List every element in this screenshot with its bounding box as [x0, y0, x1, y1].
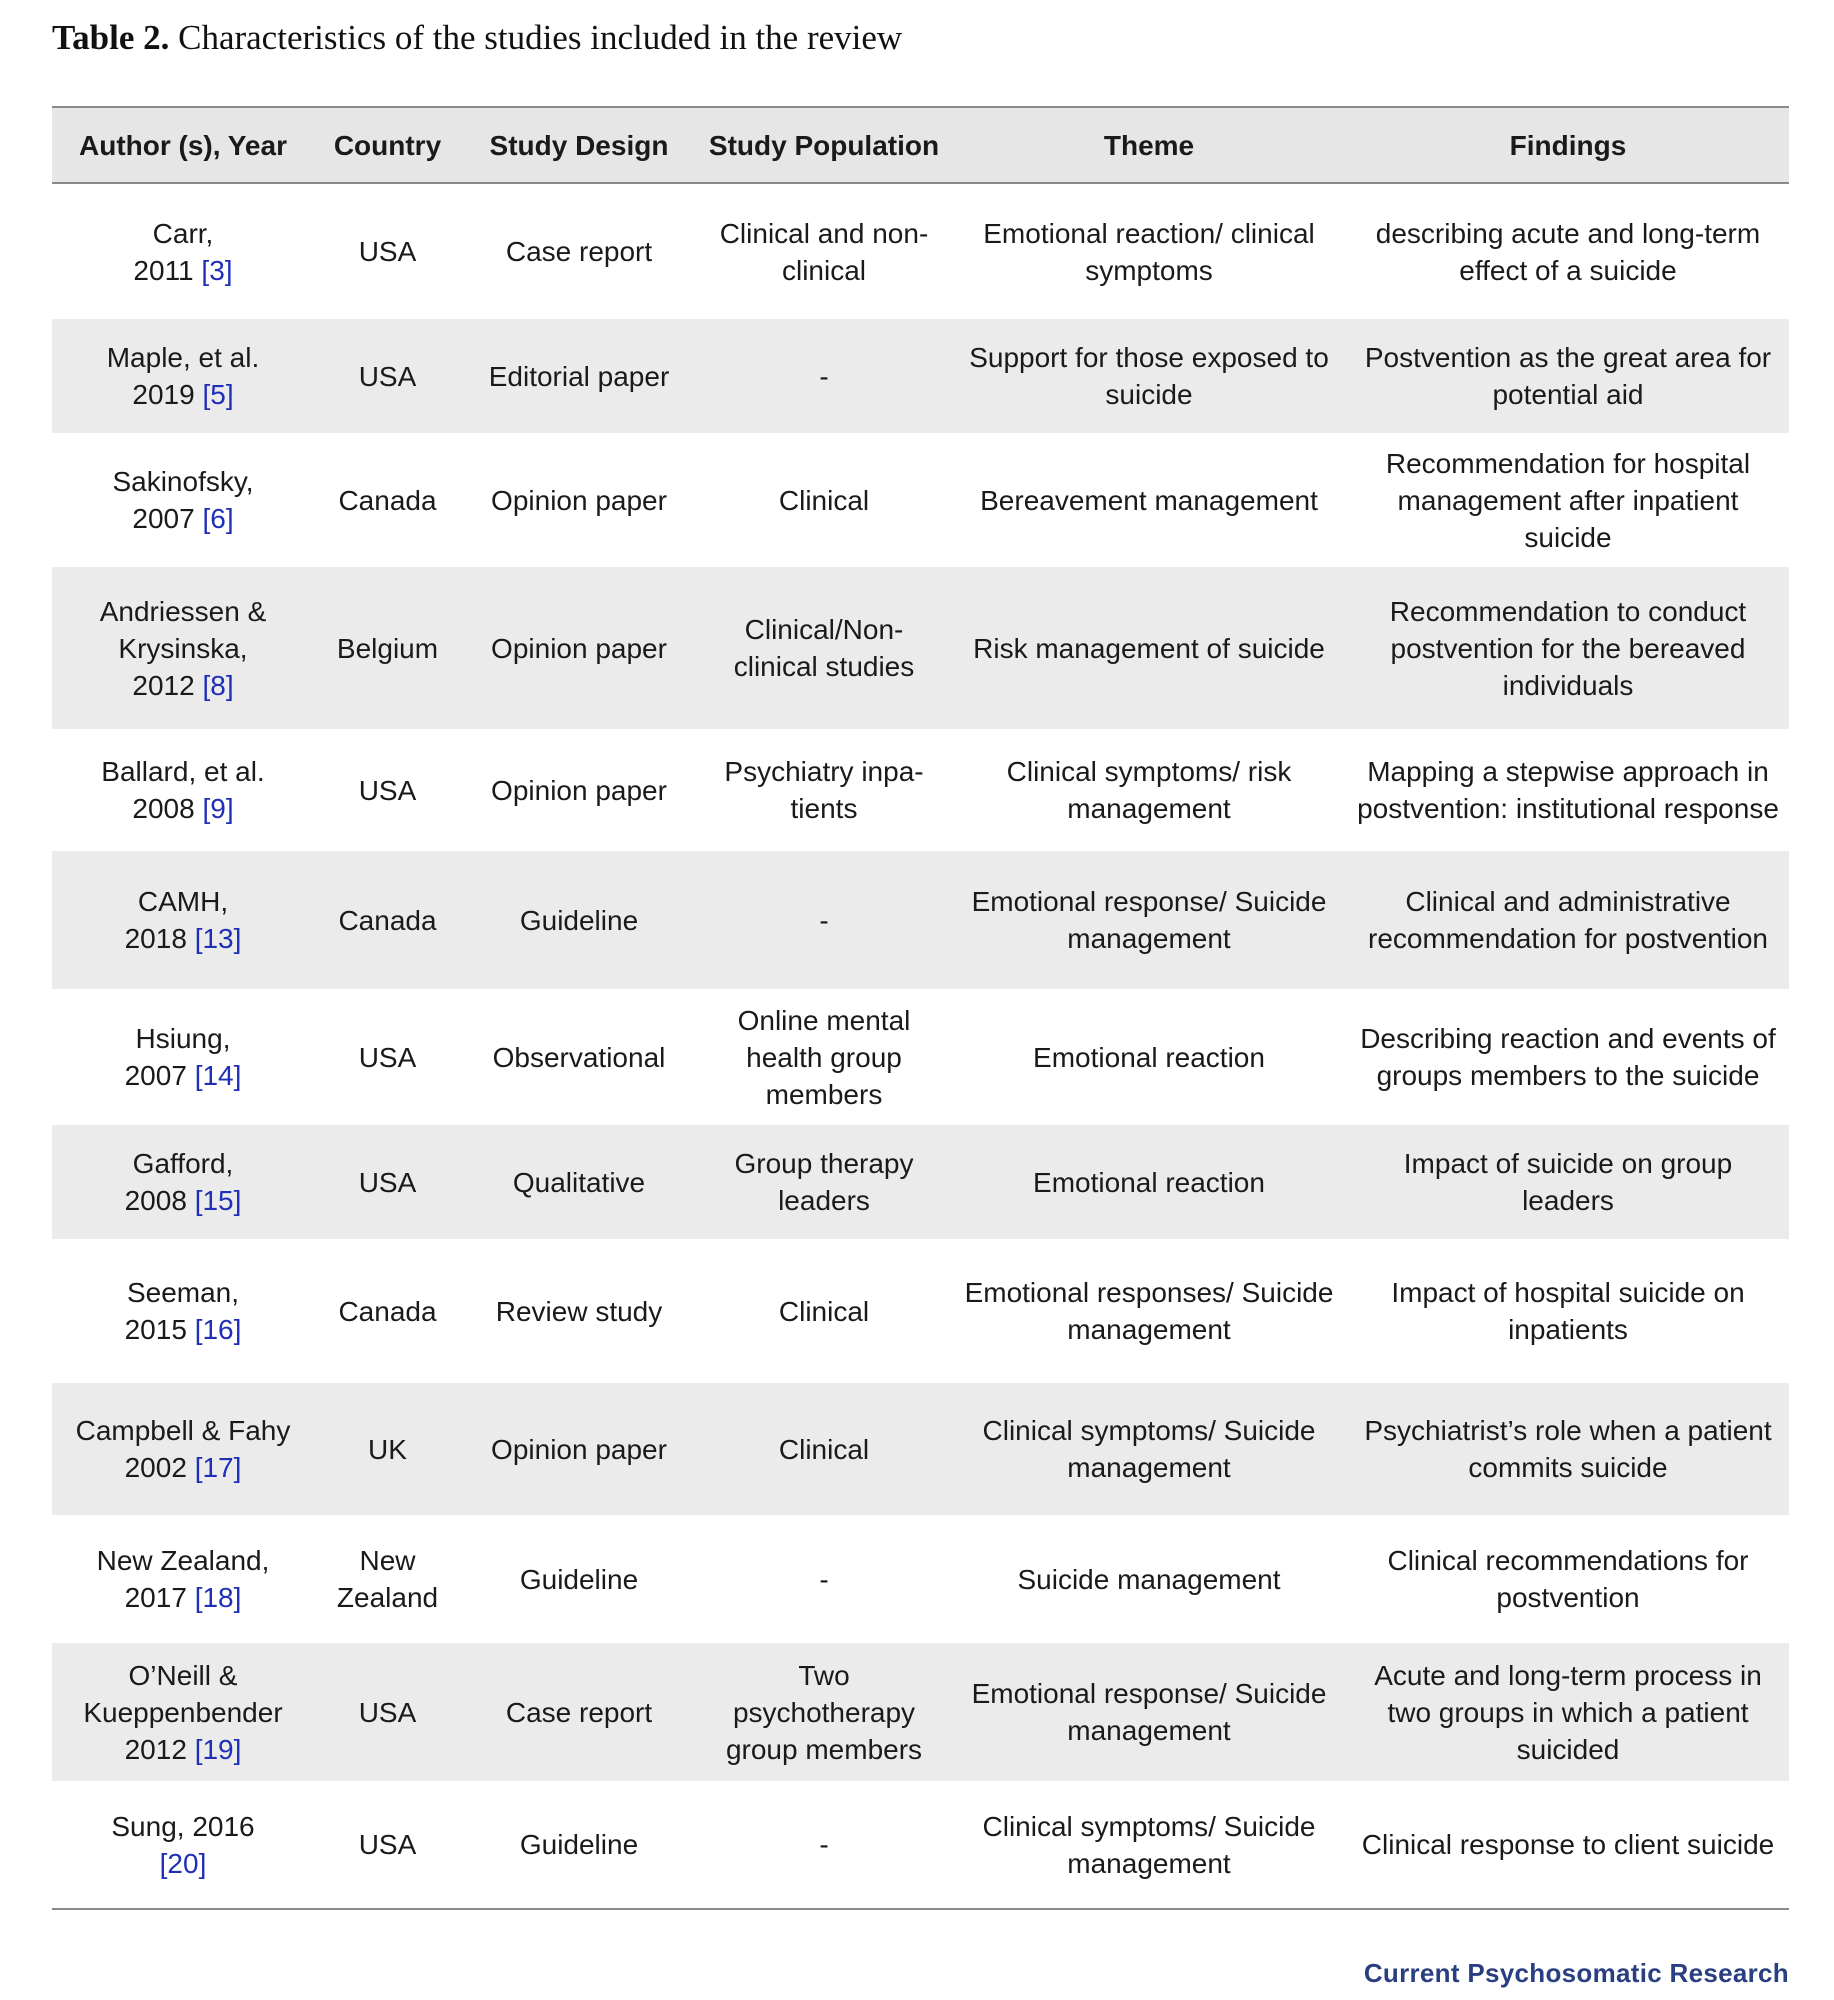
- study-year: 2008: [132, 793, 195, 824]
- cell-study-design: Opinion paper: [491, 632, 667, 664]
- author-name: Sakinofsky,: [112, 466, 254, 497]
- cell-author-year: [52, 433, 314, 567]
- cell-country: New Zealand: [336, 1545, 439, 1613]
- column-header-study-population: Study Population: [697, 107, 951, 183]
- cell-study-design: Guideline: [519, 1563, 639, 1595]
- column-header-author: Author (s), Year: [52, 107, 314, 183]
- reference-link[interactable]: [20]: [159, 1847, 207, 1879]
- study-year: 2002: [124, 1452, 187, 1483]
- cell-country: USA: [358, 360, 417, 392]
- cell-author-year: [52, 989, 314, 1125]
- studies-table: [52, 106, 1789, 1910]
- cell-theme: Emotional response/ Suicide management: [971, 1678, 1327, 1746]
- cell-country: UK: [368, 1433, 407, 1465]
- study-year: 2007: [132, 503, 195, 534]
- cell-theme: Support for those exposed to suicide: [969, 342, 1329, 410]
- cell-study-population: -: [819, 360, 829, 392]
- cell-study-population: Two psychotherapy group members: [725, 1659, 923, 1765]
- cell-country: USA: [358, 774, 417, 806]
- cell-study-population: Clinical: [778, 1433, 870, 1465]
- table-number: Table 2.: [52, 18, 170, 57]
- reference-link[interactable]: [19]: [194, 1733, 242, 1765]
- cell-study-design: Observational: [492, 1041, 666, 1073]
- study-year: 2017: [124, 1582, 187, 1613]
- cell-study-design: Guideline: [519, 904, 639, 936]
- cell-study-design: Editorial paper: [488, 360, 670, 392]
- cell-country: Canada: [338, 1295, 437, 1327]
- study-year: 2019: [132, 379, 195, 410]
- cell-theme: Risk management of suicide: [973, 632, 1325, 664]
- cell-country: Canada: [338, 484, 437, 516]
- reference-link[interactable]: [14]: [194, 1060, 242, 1091]
- cell-study-design: Opinion paper: [491, 1433, 667, 1465]
- cell-country: USA: [358, 1696, 417, 1728]
- table-row: [52, 1643, 1789, 1781]
- cell-theme: Emotional reaction: [1033, 1041, 1265, 1073]
- cell-theme: Emotional responses/ Suicide management: [964, 1277, 1334, 1345]
- cell-author-year: [52, 729, 314, 851]
- study-year: 2011: [133, 254, 194, 286]
- author-name: CAMH,: [137, 886, 229, 917]
- author-name: Campbell & Fahy: [75, 1415, 291, 1446]
- cell-country: USA: [358, 1166, 417, 1198]
- cell-findings: Postvention as the great area for potential aid: [1364, 342, 1772, 410]
- cell-theme: Clinical symptoms/ Suicide management: [982, 1415, 1316, 1483]
- cell-study-population: Clinical: [778, 484, 870, 516]
- cell-theme: Emotional response/ Suicide management: [971, 886, 1327, 954]
- table-title: Characteristics of the studies included in the review: [178, 18, 903, 57]
- cell-study-design: Opinion paper: [491, 774, 667, 806]
- study-year: 2007: [124, 1060, 187, 1091]
- cell-study-population: Group therapy leaders: [734, 1148, 914, 1216]
- cell-author-year: [52, 851, 314, 989]
- table-row: [52, 1515, 1789, 1643]
- cell-findings: Mapping a stepwise approach in postvention: institutional response: [1357, 756, 1779, 824]
- table-header-row: [52, 107, 1789, 183]
- study-year: 2008: [124, 1185, 187, 1216]
- cell-study-population: -: [697, 1781, 951, 1909]
- journal-brand: Current Psychosomatic Research: [1363, 1958, 1789, 1988]
- study-year: 2018: [124, 923, 187, 954]
- cell-author-year: [52, 183, 314, 319]
- author-name: Andriessen & Krysinska,: [99, 595, 267, 664]
- author-name: Hsiung,: [135, 1023, 231, 1054]
- cell-author-year: [52, 1383, 314, 1515]
- cell-country: USA: [314, 1781, 461, 1909]
- table-row: [52, 851, 1789, 989]
- reference-link[interactable]: [8]: [202, 669, 234, 701]
- cell-study-population: Clinical and non-clinical: [719, 217, 929, 286]
- cell-author-year: [52, 1643, 314, 1781]
- cell-findings: Recommendation to conduct postvention for the bereaved individuals: [1389, 595, 1747, 701]
- cell-theme: Bereavement management: [980, 484, 1318, 516]
- cell-findings: Recommendation for hospital management after inpatient suicide: [1385, 447, 1751, 553]
- table-row: [52, 729, 1789, 851]
- table-row: [52, 433, 1789, 567]
- cell-country: Canada: [338, 904, 437, 936]
- cell-study-population: -: [819, 1563, 829, 1595]
- cell-findings: Clinical response to client suicide: [1347, 1781, 1789, 1909]
- study-year: 2015: [124, 1314, 187, 1345]
- cell-theme: Emotional reaction/ clinical symptoms: [983, 217, 1315, 286]
- studies-table-container: [52, 106, 1789, 1910]
- cell-country: Belgium: [336, 632, 439, 664]
- author-name: Maple, et al.: [106, 342, 260, 373]
- author-name: Seeman,: [126, 1277, 240, 1308]
- cell-findings: Impact of suicide on group leaders: [1403, 1148, 1733, 1216]
- study-year: 2012: [132, 669, 195, 701]
- cell-author-year: [52, 1515, 314, 1643]
- reference-link[interactable]: [5]: [202, 379, 234, 410]
- table-row: [52, 989, 1789, 1125]
- table-row: [52, 1781, 1789, 1909]
- table-row: [52, 1239, 1789, 1383]
- cell-study-design: Opinion paper: [491, 484, 667, 516]
- cell-study-population: -: [819, 904, 829, 936]
- table-body: [52, 183, 1789, 1909]
- cell-author-year: [52, 1781, 314, 1909]
- column-header-theme: Theme: [951, 107, 1347, 183]
- cell-findings: Clinical and administrative recommendation for postvention: [1368, 886, 1768, 954]
- cell-study-population: Clinical/Non-clinical studies: [733, 614, 915, 682]
- reference-link[interactable]: [15]: [194, 1185, 242, 1216]
- column-header-findings: Findings: [1347, 107, 1789, 183]
- reference-link[interactable]: [3]: [201, 254, 233, 286]
- cell-country: USA: [358, 1041, 417, 1073]
- author-name: Ballard, et al.: [101, 756, 265, 787]
- cell-findings: Describing reaction and events of groups members to the suicide: [1360, 1023, 1776, 1091]
- cell-theme: Clinical symptoms/ Suicide management: [951, 1781, 1347, 1909]
- reference-link[interactable]: [16]: [194, 1314, 242, 1345]
- cell-study-design: Case report: [505, 1696, 653, 1728]
- cell-country: USA: [358, 236, 417, 267]
- cell-findings: Psychiatrist’s role when a patient commits suicide: [1364, 1415, 1772, 1483]
- reference-link[interactable]: [13]: [194, 923, 242, 954]
- author-name: Carr,: [152, 217, 214, 249]
- reference-link[interactable]: [9]: [202, 793, 234, 824]
- cell-study-population: Clinical: [778, 1295, 870, 1327]
- cell-author-year: [52, 567, 314, 729]
- cell-study-population: Psychiatry inpa-tients: [724, 756, 924, 824]
- table-row: [52, 1383, 1789, 1515]
- cell-findings: describing acute and long-term effect of a suicide: [1375, 217, 1761, 286]
- column-header-country: Country: [314, 107, 461, 183]
- reference-link[interactable]: [6]: [202, 503, 234, 534]
- cell-study-population: Online mental health group members: [737, 1004, 911, 1110]
- table-caption: [52, 18, 902, 58]
- cell-theme: Suicide management: [1017, 1563, 1281, 1595]
- cell-study-design: Guideline: [461, 1781, 697, 1909]
- reference-link[interactable]: [18]: [194, 1582, 242, 1613]
- author-name: New Zealand,: [96, 1545, 270, 1576]
- cell-findings: Clinical recommendations for postvention: [1387, 1545, 1749, 1613]
- cell-findings: Impact of hospital suicide on inpatients: [1391, 1277, 1745, 1345]
- table-row: [52, 567, 1789, 729]
- table-row: [52, 1125, 1789, 1239]
- author-name: O’Neill & Kueppenbender: [83, 1659, 283, 1728]
- cell-study-design: Review study: [495, 1295, 663, 1327]
- author-name: Sung, 2016: [111, 1810, 255, 1842]
- cell-theme: Emotional reaction: [1033, 1166, 1265, 1198]
- cell-author-year: [52, 319, 314, 433]
- table-row: [52, 183, 1789, 319]
- cell-study-design: Case report: [505, 236, 653, 267]
- cell-author-year: [52, 1125, 314, 1239]
- author-name: Gafford,: [132, 1148, 234, 1179]
- cell-findings: Acute and long-term process in two groups in which a patient suicided: [1374, 1659, 1762, 1765]
- cell-author-year: [52, 1239, 314, 1383]
- cell-theme: Clinical symptoms/ risk management: [1006, 756, 1292, 824]
- table-row: [52, 319, 1789, 433]
- reference-link[interactable]: [17]: [194, 1452, 242, 1483]
- cell-study-design: Qualitative: [512, 1166, 646, 1198]
- study-year: 2012: [124, 1733, 187, 1765]
- column-header-study-design: Study Design: [461, 107, 697, 183]
